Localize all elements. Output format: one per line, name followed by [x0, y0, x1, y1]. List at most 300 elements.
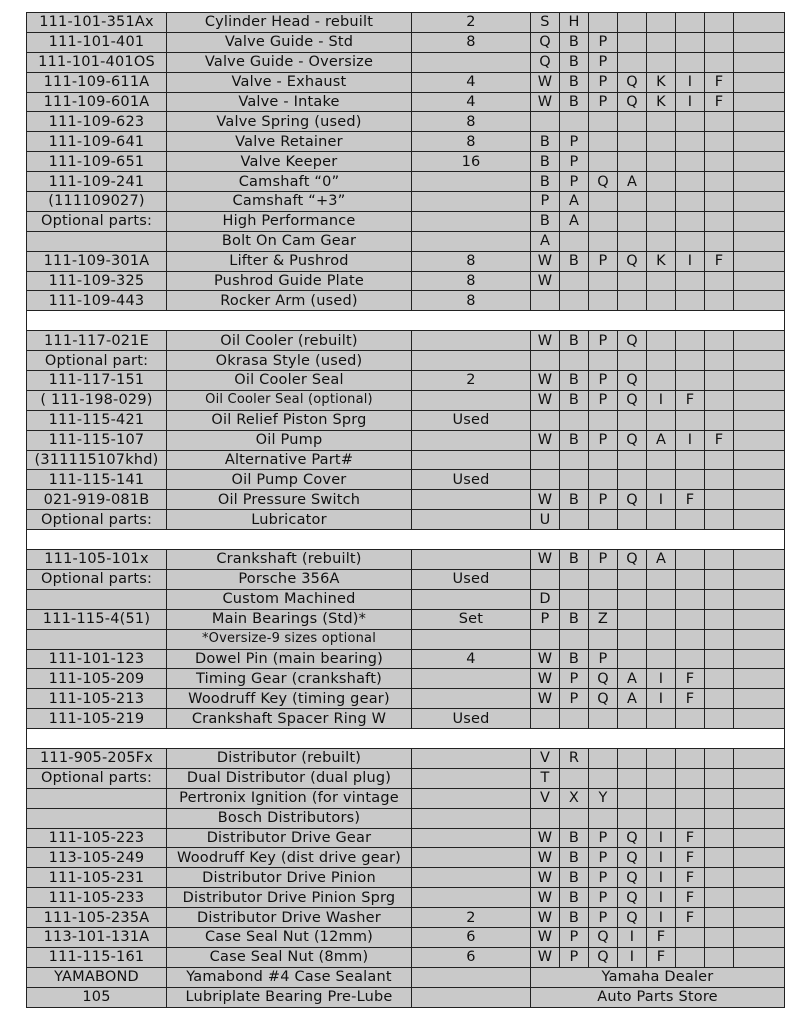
quantity-cell	[412, 450, 531, 470]
part-number-cell: 111-109-623	[27, 112, 167, 132]
supplier-code-cell	[560, 768, 589, 788]
table-row	[27, 908, 785, 928]
separator-cell	[27, 729, 785, 749]
quantity-cell: 4	[412, 72, 531, 92]
supplier-code-cell: F	[676, 868, 705, 888]
supplier-code-cell: W	[531, 251, 560, 271]
supplier-code-cell	[734, 390, 785, 410]
supplier-code-cell	[734, 629, 785, 649]
quantity-cell	[412, 748, 531, 768]
supplier-code-cell	[647, 172, 676, 192]
quantity-cell: 8	[412, 132, 531, 152]
table-row	[27, 510, 785, 530]
supplier-code-cell	[647, 52, 676, 72]
supplier-code-cell	[618, 211, 647, 231]
source-cell: Yamaha Dealer	[531, 967, 785, 987]
quantity-cell: 16	[412, 152, 531, 172]
supplier-code-cell	[618, 32, 647, 52]
part-number-cell: 111-115-421	[27, 410, 167, 430]
table-row	[27, 72, 785, 92]
supplier-code-cell: B	[560, 430, 589, 450]
supplier-code-cell	[589, 748, 618, 768]
supplier-code-cell: V	[531, 748, 560, 768]
part-number-cell: 105	[27, 987, 167, 1007]
supplier-code-cell: W	[531, 271, 560, 291]
description-cell: Woodruff Key (dist drive gear)	[167, 848, 412, 868]
supplier-code-cell	[560, 291, 589, 311]
supplier-code-cell	[647, 768, 676, 788]
supplier-code-cell: P	[560, 152, 589, 172]
supplier-code-cell: B	[560, 331, 589, 351]
supplier-code-cell	[734, 709, 785, 729]
supplier-code-cell	[705, 788, 734, 808]
supplier-code-cell	[734, 947, 785, 967]
supplier-code-cell: I	[676, 251, 705, 271]
supplier-code-cell	[618, 709, 647, 729]
table-row	[27, 251, 785, 271]
supplier-code-cell	[705, 550, 734, 570]
supplier-code-cell	[560, 410, 589, 430]
supplier-code-cell: I	[647, 490, 676, 510]
supplier-code-cell: P	[589, 92, 618, 112]
table-row	[27, 669, 785, 689]
supplier-code-cell: A	[647, 550, 676, 570]
description-cell: Timing Gear (crankshaft)	[167, 669, 412, 689]
supplier-code-cell	[589, 808, 618, 828]
description-cell: Valve Guide - Std	[167, 32, 412, 52]
part-number-cell	[27, 788, 167, 808]
table-row	[27, 828, 785, 848]
supplier-code-cell	[705, 947, 734, 967]
supplier-code-cell	[734, 828, 785, 848]
supplier-code-cell	[618, 649, 647, 669]
description-cell: Oil Pump Cover	[167, 470, 412, 490]
supplier-code-cell	[734, 470, 785, 490]
supplier-code-cell: B	[531, 172, 560, 192]
supplier-code-cell: Q	[618, 72, 647, 92]
quantity-cell	[412, 510, 531, 530]
supplier-code-cell	[560, 629, 589, 649]
description-cell: Custom Machined	[167, 589, 412, 609]
supplier-code-cell: W	[531, 390, 560, 410]
part-number-cell: 111-109-443	[27, 291, 167, 311]
table-row	[27, 808, 785, 828]
supplier-code-cell	[589, 450, 618, 470]
description-cell: Valve - Exhaust	[167, 72, 412, 92]
part-number-cell: 111-905-205Fx	[27, 748, 167, 768]
supplier-code-cell	[705, 112, 734, 132]
supplier-code-cell	[531, 410, 560, 430]
supplier-code-cell: B	[531, 132, 560, 152]
supplier-code-cell: F	[676, 689, 705, 709]
description-cell: Distributor Drive Gear	[167, 828, 412, 848]
supplier-code-cell	[618, 351, 647, 371]
supplier-code-cell	[647, 32, 676, 52]
supplier-code-cell	[647, 748, 676, 768]
supplier-code-cell	[705, 331, 734, 351]
supplier-code-cell	[589, 410, 618, 430]
supplier-code-cell	[647, 808, 676, 828]
table-row	[27, 927, 785, 947]
supplier-code-cell: P	[531, 609, 560, 629]
supplier-code-cell: P	[589, 490, 618, 510]
supplier-code-cell	[734, 589, 785, 609]
part-number-cell: 111-105-209	[27, 669, 167, 689]
description-cell: Valve Keeper	[167, 152, 412, 172]
table-row	[27, 709, 785, 729]
supplier-code-cell: B	[560, 390, 589, 410]
quantity-cell: 8	[412, 291, 531, 311]
supplier-code-cell: P	[589, 550, 618, 570]
supplier-code-cell: W	[531, 689, 560, 709]
quantity-cell	[412, 192, 531, 212]
supplier-code-cell	[676, 371, 705, 391]
part-number-cell: 111-105-235A	[27, 908, 167, 928]
supplier-code-cell: I	[618, 947, 647, 967]
supplier-code-cell	[531, 629, 560, 649]
supplier-code-cell	[676, 470, 705, 490]
supplier-code-cell	[589, 351, 618, 371]
description-cell: Distributor Drive Washer	[167, 908, 412, 928]
supplier-code-cell	[647, 331, 676, 351]
supplier-code-cell: B	[560, 888, 589, 908]
supplier-code-cell	[705, 192, 734, 212]
quantity-cell	[412, 669, 531, 689]
quantity-cell	[412, 768, 531, 788]
source-cell: Auto Parts Store	[531, 987, 785, 1007]
supplier-code-cell	[705, 470, 734, 490]
table-row	[27, 390, 785, 410]
description-cell: Yamabond #4 Case Sealant	[167, 967, 412, 987]
supplier-code-cell	[531, 112, 560, 132]
supplier-code-cell: W	[531, 649, 560, 669]
supplier-code-cell	[734, 868, 785, 888]
supplier-code-cell	[589, 211, 618, 231]
supplier-code-cell: P	[589, 868, 618, 888]
table-row	[27, 868, 785, 888]
supplier-code-cell	[647, 231, 676, 251]
supplier-code-cell	[734, 351, 785, 371]
supplier-code-cell: Q	[589, 927, 618, 947]
supplier-code-cell	[734, 430, 785, 450]
parts-table	[26, 12, 785, 1008]
supplier-code-cell: W	[531, 430, 560, 450]
separator-cell	[27, 530, 785, 550]
part-number-cell: 111-101-401	[27, 32, 167, 52]
supplier-code-cell	[647, 211, 676, 231]
quantity-cell: 2	[412, 908, 531, 928]
supplier-code-cell: P	[589, 390, 618, 410]
quantity-cell	[412, 231, 531, 251]
supplier-code-cell	[705, 291, 734, 311]
supplier-code-cell: F	[705, 251, 734, 271]
supplier-code-cell	[676, 192, 705, 212]
supplier-code-cell: I	[647, 848, 676, 868]
description-cell: Valve - Intake	[167, 92, 412, 112]
description-cell: Crankshaft (rebuilt)	[167, 550, 412, 570]
part-number-cell: 111-117-021E	[27, 331, 167, 351]
description-cell: Lifter & Pushrod	[167, 251, 412, 271]
section-separator	[27, 729, 785, 749]
description-cell: Oil Pressure Switch	[167, 490, 412, 510]
part-number-cell	[27, 231, 167, 251]
quantity-cell	[412, 490, 531, 510]
table-row	[27, 947, 785, 967]
description-cell: Lubricator	[167, 510, 412, 530]
supplier-code-cell	[676, 709, 705, 729]
supplier-code-cell	[676, 788, 705, 808]
supplier-code-cell: I	[647, 669, 676, 689]
description-cell: Pushrod Guide Plate	[167, 271, 412, 291]
supplier-code-cell	[705, 450, 734, 470]
supplier-code-cell	[734, 13, 785, 33]
supplier-code-cell	[705, 609, 734, 629]
supplier-code-cell: Q	[618, 828, 647, 848]
supplier-code-cell: F	[676, 848, 705, 868]
section-separator	[27, 530, 785, 550]
table-row	[27, 490, 785, 510]
supplier-code-cell	[618, 52, 647, 72]
table-row	[27, 788, 785, 808]
supplier-code-cell: P	[589, 251, 618, 271]
separator-cell	[27, 311, 785, 331]
supplier-code-cell: P	[560, 927, 589, 947]
supplier-code-cell	[531, 808, 560, 828]
supplier-code-cell: P	[589, 828, 618, 848]
supplier-code-cell: B	[560, 828, 589, 848]
table-row	[27, 331, 785, 351]
quantity-cell: Used	[412, 569, 531, 589]
quantity-cell: 4	[412, 649, 531, 669]
supplier-code-cell: W	[531, 490, 560, 510]
part-number-cell: 111-115-107	[27, 430, 167, 450]
supplier-code-cell	[647, 192, 676, 212]
supplier-code-cell	[589, 470, 618, 490]
part-number-cell: 111-109-601A	[27, 92, 167, 112]
supplier-code-cell: W	[531, 828, 560, 848]
supplier-code-cell: I	[647, 689, 676, 709]
supplier-code-cell: P	[589, 331, 618, 351]
supplier-code-cell	[734, 211, 785, 231]
quantity-cell	[412, 172, 531, 192]
supplier-code-cell	[734, 112, 785, 132]
supplier-code-cell	[560, 709, 589, 729]
part-number-cell: YAMABOND	[27, 967, 167, 987]
supplier-code-cell	[647, 709, 676, 729]
quantity-cell	[412, 589, 531, 609]
supplier-code-cell: B	[560, 908, 589, 928]
supplier-code-cell: P	[560, 947, 589, 967]
supplier-code-cell	[705, 689, 734, 709]
supplier-code-cell	[734, 888, 785, 908]
supplier-code-cell: F	[705, 430, 734, 450]
description-cell: Main Bearings (Std)*	[167, 609, 412, 629]
part-number-cell: 021-919-081B	[27, 490, 167, 510]
supplier-code-cell: B	[560, 868, 589, 888]
supplier-code-cell: W	[531, 868, 560, 888]
supplier-code-cell	[734, 649, 785, 669]
supplier-code-cell: Q	[589, 689, 618, 709]
supplier-code-cell	[647, 609, 676, 629]
supplier-code-cell: B	[560, 92, 589, 112]
table-row	[27, 271, 785, 291]
description-cell: Pertronix Ignition (for vintage	[167, 788, 412, 808]
quantity-cell	[412, 331, 531, 351]
table-row	[27, 450, 785, 470]
supplier-code-cell	[589, 589, 618, 609]
supplier-code-cell	[734, 92, 785, 112]
table-row	[27, 888, 785, 908]
supplier-code-cell	[705, 410, 734, 430]
supplier-code-cell: P	[560, 132, 589, 152]
supplier-code-cell	[618, 271, 647, 291]
supplier-code-cell	[589, 152, 618, 172]
supplier-code-cell: Q	[618, 371, 647, 391]
supplier-code-cell: A	[618, 172, 647, 192]
supplier-code-cell	[734, 768, 785, 788]
supplier-code-cell: P	[589, 32, 618, 52]
supplier-code-cell	[705, 510, 734, 530]
supplier-code-cell	[531, 291, 560, 311]
supplier-code-cell	[589, 709, 618, 729]
supplier-code-cell	[531, 709, 560, 729]
supplier-code-cell	[618, 13, 647, 33]
supplier-code-cell: K	[647, 251, 676, 271]
supplier-code-cell	[618, 609, 647, 629]
supplier-code-cell	[676, 947, 705, 967]
supplier-code-cell	[705, 569, 734, 589]
supplier-code-cell	[676, 13, 705, 33]
supplier-code-cell	[589, 271, 618, 291]
supplier-code-cell	[531, 569, 560, 589]
supplier-code-cell	[618, 589, 647, 609]
supplier-code-cell	[705, 709, 734, 729]
supplier-code-cell	[705, 32, 734, 52]
supplier-code-cell	[734, 689, 785, 709]
supplier-code-cell: A	[531, 231, 560, 251]
description-cell: High Performance	[167, 211, 412, 231]
quantity-cell: 4	[412, 92, 531, 112]
supplier-code-cell	[618, 768, 647, 788]
part-number-cell: 111-105-223	[27, 828, 167, 848]
description-cell: Distributor Drive Pinion Sprg	[167, 888, 412, 908]
supplier-code-cell: R	[560, 748, 589, 768]
quantity-cell	[412, 848, 531, 868]
table-row	[27, 52, 785, 72]
quantity-cell	[412, 888, 531, 908]
supplier-code-cell	[647, 470, 676, 490]
description-cell: Cylinder Head - rebuilt	[167, 13, 412, 33]
supplier-code-cell: W	[531, 908, 560, 928]
quantity-cell	[412, 788, 531, 808]
supplier-code-cell	[734, 609, 785, 629]
supplier-code-cell	[734, 569, 785, 589]
supplier-code-cell: W	[531, 927, 560, 947]
supplier-code-cell	[734, 927, 785, 947]
description-cell: Lubriplate Bearing Pre-Lube	[167, 987, 412, 1007]
supplier-code-cell	[676, 510, 705, 530]
table-row	[27, 589, 785, 609]
part-number-cell: 111-105-213	[27, 689, 167, 709]
supplier-code-cell: A	[560, 192, 589, 212]
supplier-code-cell	[705, 52, 734, 72]
table-row	[27, 192, 785, 212]
supplier-code-cell	[676, 748, 705, 768]
description-cell: Okrasa Style (used)	[167, 351, 412, 371]
supplier-code-cell: Z	[589, 609, 618, 629]
part-number-cell: Optional parts:	[27, 569, 167, 589]
supplier-code-cell	[560, 569, 589, 589]
part-number-cell: 111-105-231	[27, 868, 167, 888]
supplier-code-cell	[734, 808, 785, 828]
supplier-code-cell: W	[531, 947, 560, 967]
supplier-code-cell	[734, 291, 785, 311]
supplier-code-cell: Q	[618, 331, 647, 351]
supplier-code-cell: W	[531, 550, 560, 570]
description-cell: Dual Distributor (dual plug)	[167, 768, 412, 788]
supplier-code-cell	[705, 748, 734, 768]
supplier-code-cell	[705, 351, 734, 371]
table-row	[27, 768, 785, 788]
table-row	[27, 152, 785, 172]
supplier-code-cell	[676, 211, 705, 231]
supplier-code-cell: B	[560, 251, 589, 271]
supplier-code-cell: F	[647, 947, 676, 967]
table-row	[27, 569, 785, 589]
part-number-cell: 111-115-4(51)	[27, 609, 167, 629]
supplier-code-cell	[589, 192, 618, 212]
quantity-cell	[412, 868, 531, 888]
supplier-code-cell: I	[647, 888, 676, 908]
supplier-code-cell	[676, 351, 705, 371]
supplier-code-cell	[705, 649, 734, 669]
supplier-code-cell	[705, 490, 734, 510]
supplier-code-cell: Q	[589, 172, 618, 192]
supplier-code-cell	[618, 132, 647, 152]
supplier-code-cell	[705, 848, 734, 868]
part-number-cell: 111-115-161	[27, 947, 167, 967]
quantity-cell	[412, 351, 531, 371]
part-number-cell: 111-109-611A	[27, 72, 167, 92]
description-cell: Woodruff Key (timing gear)	[167, 689, 412, 709]
part-number-cell: 111-101-351Ax	[27, 13, 167, 33]
description-cell: Porsche 356A	[167, 569, 412, 589]
supplier-code-cell: P	[589, 908, 618, 928]
supplier-code-cell	[618, 510, 647, 530]
supplier-code-cell	[734, 271, 785, 291]
supplier-code-cell: P	[589, 888, 618, 908]
supplier-code-cell: Q	[531, 52, 560, 72]
supplier-code-cell	[734, 192, 785, 212]
supplier-code-cell	[734, 251, 785, 271]
supplier-code-cell: B	[531, 211, 560, 231]
supplier-code-cell	[589, 132, 618, 152]
supplier-code-cell	[647, 152, 676, 172]
description-cell: Case Seal Nut (8mm)	[167, 947, 412, 967]
supplier-code-cell: B	[560, 72, 589, 92]
supplier-code-cell: B	[560, 848, 589, 868]
table-row	[27, 211, 785, 231]
supplier-code-cell: U	[531, 510, 560, 530]
table-row	[27, 351, 785, 371]
quantity-cell: Used	[412, 470, 531, 490]
supplier-code-cell: F	[705, 72, 734, 92]
part-number-cell: ( 111-198-029)	[27, 390, 167, 410]
supplier-code-cell	[560, 231, 589, 251]
table-row	[27, 231, 785, 251]
supplier-code-cell: Q	[618, 430, 647, 450]
supplier-code-cell	[647, 271, 676, 291]
